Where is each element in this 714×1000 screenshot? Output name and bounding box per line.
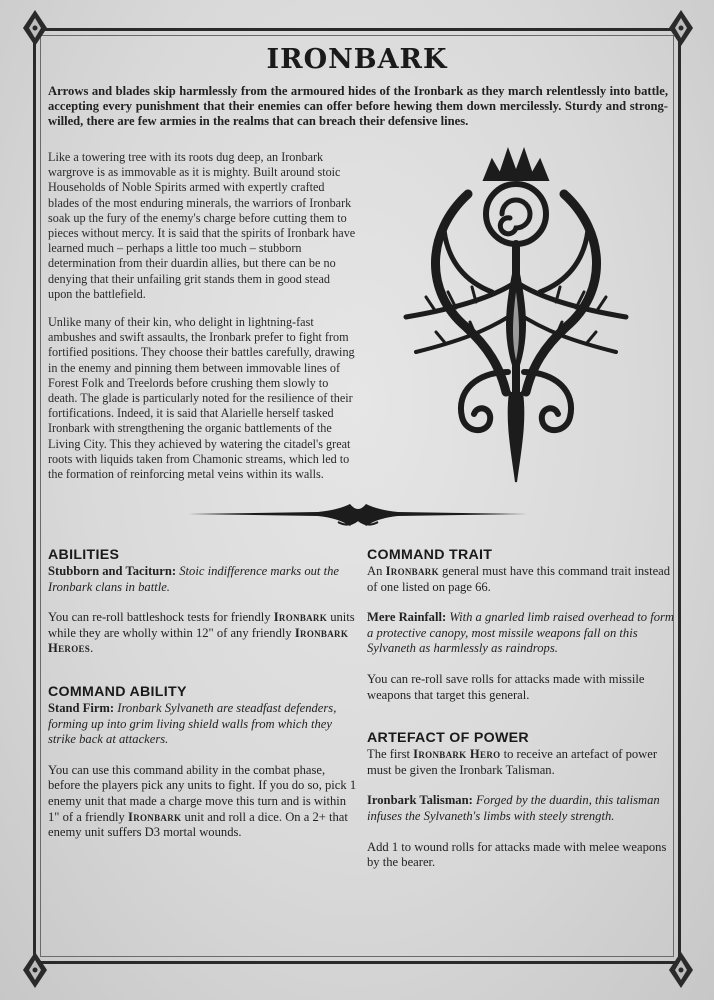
- command-ability-rule: [48, 763, 358, 841]
- artefact-heading: ARTEFACT OF POWER: [367, 730, 529, 747]
- command-trait-flavour: [367, 610, 677, 657]
- abilities-flavour: [48, 564, 358, 595]
- command-trait-flavour-text: With a gnarled limb raised overhead to form a protective canopy, most missile weapons fall on this Sylvaneth as harmlessly as raindrops.: [367, 610, 675, 656]
- command-ability-flavour: [48, 701, 358, 748]
- command-trait-intro: [367, 564, 677, 595]
- artefact-rule: Add 1 to wound rolls for attacks made with melee weapons by the bearer.: [367, 839, 667, 870]
- command-trait-heading: COMMAND TRAIT: [367, 547, 493, 563]
- corner-ornament-bottom-left: [20, 950, 50, 990]
- rule-text: .: [90, 641, 94, 656]
- abilities-rule: [48, 610, 358, 657]
- lore-paragraph: Unlike many of their kin, who delight in lightning-fast ambushes and swift assaults, the Ironbark prefer to fight from fortified positions. They choose their battles carefully, drawing in the enemy and pinning them between immovable lines of Forest Folk and Treelords before crushing them slowly to death. The glade is particularly noted for the resilience of their fortifications. Indeed, it is said that Alarielle herself tasked Ironbark with strengthening the organic battlements of the Living City. This they achieved by watering the citadel's great roots with liquids taken from Chamonic streams, which led to the formation of reinforcing metal veins within its walls.: [48, 315, 355, 482]
- section-divider: [188, 500, 528, 530]
- command-trait-name: Mere Rainfall:: [367, 610, 447, 625]
- artefact-flavour-text: Forged by the duardin, this talisman infuses the Sylvaneth's limbs with steely strength.: [367, 793, 660, 823]
- artefact-intro: [367, 747, 677, 778]
- rule-text: An: [367, 564, 383, 578]
- keyword: Ironbark Hero: [413, 747, 501, 762]
- rule-text: You can use this command ability in the combat phase, before the players pick any units to fight. If you do so, pick 1 enemy unit that made a charge move this turn and is within 1" of a friendly: [48, 762, 357, 824]
- artefact-name: Ironbark Talisman:: [367, 793, 473, 808]
- ironbark-emblem-icon: [396, 142, 636, 487]
- abilities-heading: ABILITIES: [48, 547, 120, 563]
- lore-column: [48, 150, 356, 495]
- command-ability-name: Stand Firm:: [48, 700, 115, 715]
- command-ability-heading: COMMAND ABILITY: [48, 683, 187, 700]
- rule-text: unit and roll a dice. On a 2+ that enemy unit suffers D3 mortal wounds.: [48, 809, 348, 840]
- keyword: Ironbark: [128, 809, 182, 824]
- corner-ornament-top-right: [666, 8, 696, 48]
- rule-text: to receive an artefact of power must be given the Ironbark Talisman.: [367, 747, 658, 777]
- page-title: IRONBARK: [266, 44, 448, 75]
- rule-text: The first: [367, 747, 411, 762]
- command-ability-flavour-text: Ironbark Sylvaneth are steadfast defenders, forming up into grim living shield walls from which they strike back at attackers.: [48, 700, 337, 747]
- intro-paragraph: Arrows and blades skip harmlessly from the armoured hides of the Ironbark as they march relentlessly into battle, accepting every punishment that their enemies can offer before hewing them down mercilessly. Sturdy and strong-willed, there are few armies in the realms that can breach their defensive lines.: [48, 84, 668, 128]
- rule-text: You can re-roll battleshock tests for friendly: [48, 610, 271, 625]
- keyword: Ironbark Heroes: [48, 625, 349, 656]
- ability-flavour-text: Stoic indifference marks out the Ironbark clans in battle.: [48, 564, 339, 594]
- rules-column-left: [48, 547, 358, 856]
- keyword: Ironbark: [385, 564, 439, 578]
- corner-ornament-bottom-right: [666, 950, 696, 990]
- rule-text: units while they are wholly within 12" of any friendly: [48, 610, 355, 640]
- command-trait-rule: You can re-roll save rolls for attacks made with missile weapons that target this general.: [367, 671, 645, 702]
- artefact-flavour: [367, 793, 677, 824]
- ability-name: Stubborn and Taciturn:: [48, 564, 177, 578]
- rule-text: general must have this command trait instead of one listed on page 66.: [367, 564, 671, 594]
- corner-ornament-top-left: [20, 8, 50, 48]
- keyword: Ironbark: [273, 610, 328, 625]
- rules-column-right: [367, 547, 677, 886]
- lore-paragraph: Like a towering tree with its roots dug deep, an Ironbark wargrove is as immovable as it is mighty. Built around stoic Households of Noble Spirits armed with expertly crafted blades of the most enduring minerals, the warriors of Ironbark soak up the fury of the enemy's charge before cutting them to pieces without mercy. It is said that the spirits of Ironbark have learned much – perhaps a little too much – stubborn determination from their duardin allies, but there can be no denying that their unfailing grit stands them in good stead upon the battlefield.: [48, 150, 356, 301]
